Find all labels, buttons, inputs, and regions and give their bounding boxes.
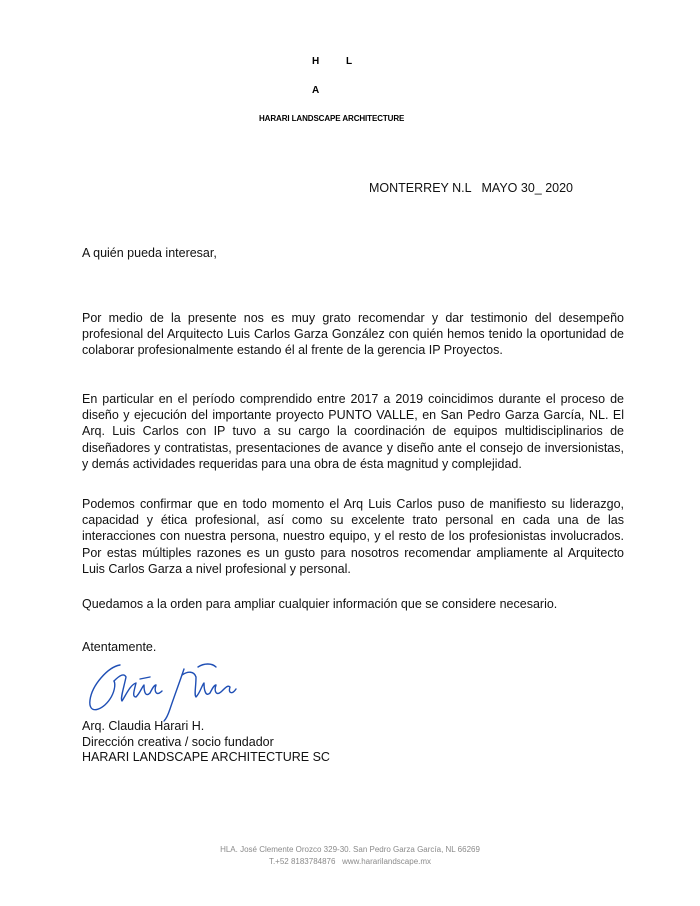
logo-letter-h: H xyxy=(312,56,320,67)
paragraph-4: Quedamos a la orden para ampliar cualquier información que se considere necesario. xyxy=(82,597,558,611)
signer-company: HARARI LANDSCAPE ARCHITECTURE SC xyxy=(82,750,330,764)
signer-role: Dirección creativa / socio fundador xyxy=(82,734,274,749)
footer xyxy=(0,844,700,868)
logo-letter-a: A xyxy=(312,85,320,96)
closing: Atentamente. xyxy=(82,640,157,654)
signer-block xyxy=(82,719,330,766)
firm-name: HARARI LANDSCAPE ARCHITECTURE xyxy=(259,114,405,123)
signer-name: Arq. Claudia Harari H. xyxy=(82,719,205,733)
place-date: MONTERREY N.L MAYO 30_ 2020 xyxy=(369,181,574,195)
greeting: A quién pueda interesar, xyxy=(82,246,217,260)
logo-letter-l: L xyxy=(346,56,353,67)
paragraph-3: Podemos confirmar que en todo momento el Arq Luis Carlos puso de manifiesto su liderazgo, capacidad y ética profesional, así como su excelente trato personal en cada una de las interacciones con nuestra persona, nuestro equipo, y el resto de los profesionistas involucrados. Por estas múltiples razones es un gusto para nosotros recomendar ampliamente al Arquitecto Luis Carlos Garza a nivel profesional y personal. xyxy=(82,497,624,576)
handwritten-signature xyxy=(80,655,250,725)
paragraph-1: Por medio de la presente nos es muy grato recomendar y dar testimonio del desempeño profesional del Arquitecto Luis Carlos Garza González con quién hemos tenido la oportunidad de colaborar profesionalmente estando él al frente de la gerencia IP Proyectos. xyxy=(82,311,624,358)
footer-address: HLA. José Clemente Orozco 329-30. San Pedro Garza García, NL 66269 xyxy=(220,845,480,854)
footer-contact: T.+52 8183784876 www.hararilandscape.mx xyxy=(268,857,432,866)
paragraph-2: En particular en el período comprendido entre 2017 a 2019 coincidimos durante el proceso de diseño y ejecución del importante proyecto PUNTO VALLE, en San Pedro Garza García, NL. El Arq. Luis Carlos con IP tuvo a su cargo la coordinación de equipos multidisciplinarios de diseñadores y contratistas, presentaciones de avance y diseño ante el consejo de inversionistas, y demás actividades requeridas para una obra de ésta magnitud y complejidad. xyxy=(82,392,624,471)
